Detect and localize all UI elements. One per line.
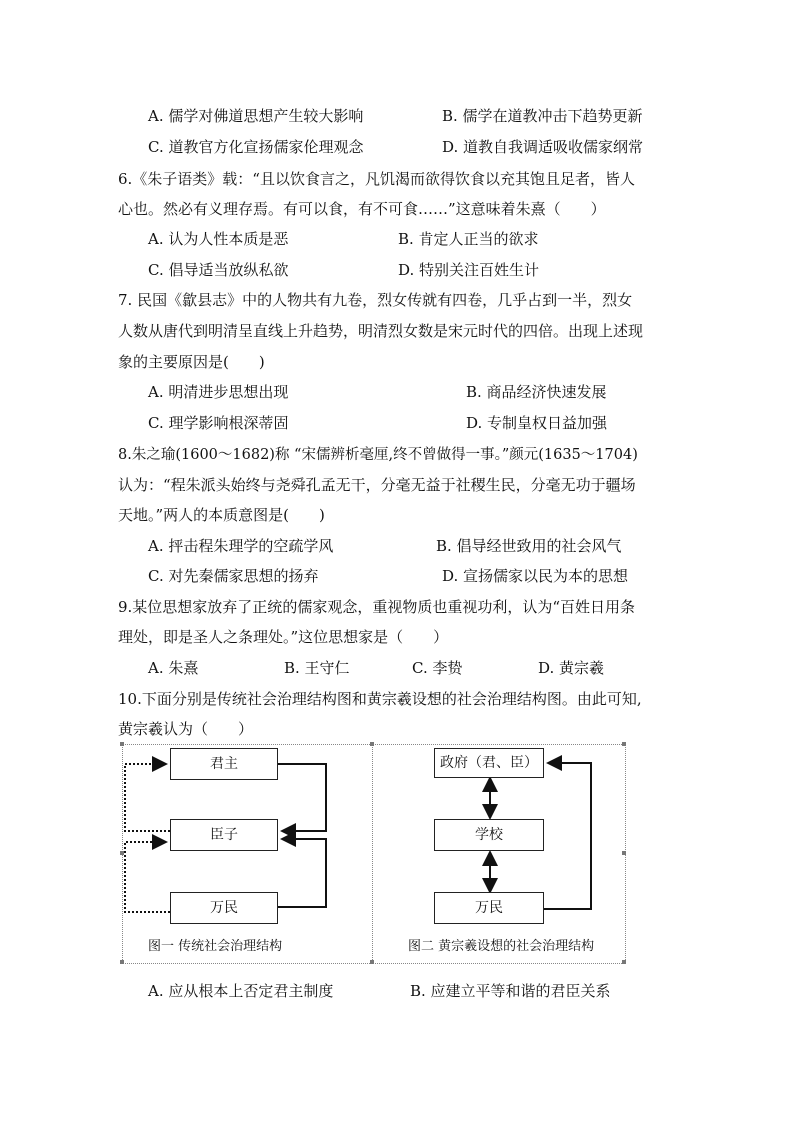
right-box-people: 万民 [434, 892, 544, 924]
q6-stem-line2: 心也。然必有义理存焉。有可以食，有不可食……”这意味着朱熹（ ） [118, 200, 606, 218]
left-diagram-caption: 图一 传统社会治理结构 [148, 939, 283, 954]
q7-option-d: D. 专制皇权日益加强 [466, 414, 608, 432]
q6-option-d: D. 特别关注百姓生计 [398, 261, 540, 279]
q8-option-d: D. 宣扬儒家以民为本的思想 [442, 567, 629, 585]
q8-stem-line2: 认为：“程朱派头始终与尧舜孔孟无干，分毫无益于社稷生民，分毫无功于疆场 [118, 476, 636, 494]
q9-stem-line1: 9.某位思想家放弃了正统的儒家观念，重视物质也重视功利，认为“百姓日用条 [118, 598, 635, 616]
q8-stem-line1: 8.朱之瑜(1600～1682)称 “宋儒辨析毫厘,终不曾做得一事。”颜元(1635～1704) [118, 447, 638, 463]
q7-option-c: C. 理学影响根深蒂固 [148, 414, 289, 432]
q9-option-d: D. 黄宗羲 [538, 659, 605, 677]
q8-option-b: B. 倡导经世致用的社会风气 [436, 537, 622, 555]
q7-stem-line3: 象的主要原因是( ) [118, 353, 265, 371]
q10-stem-line1: 10.下面分别是传统社会治理结构图和黄宗羲设想的社会治理结构图。由此可知, [118, 690, 642, 708]
q7-stem-line2: 人数从唐代到明清呈直线上升趋势，明清烈女数是宋元时代的四倍。出现上述现 [118, 322, 644, 340]
q5-option-a: A. 儒学对佛道思想产生较大影响 [148, 107, 364, 125]
q7-option-b: B. 商品经济快速发展 [466, 383, 607, 401]
q10-stem-line2: 黄宗羲认为（ ） [118, 720, 254, 738]
q9-option-a: A. 朱熹 [148, 659, 199, 677]
q9-option-b: B. 王守仁 [284, 659, 350, 677]
left-box-ruler: 君主 [170, 748, 278, 780]
q7-stem-line1: 7. 民国《歙县志》中的人物共有九卷，烈女传就有四卷，几乎占到一半，烈女 [118, 291, 633, 309]
q5-option-c: C. 道教官方化宣扬儒家伦理观念 [148, 138, 364, 156]
right-box-government: 政府（君、臣） [434, 748, 544, 778]
q10-option-b: B. 应建立平等和谐的君臣关系 [410, 982, 611, 1000]
q10-option-a: A. 应从根本上否定君主制度 [148, 982, 334, 1000]
q8-option-a: A. 抨击程朱理学的空疏学风 [148, 537, 334, 555]
right-box-school: 学校 [434, 819, 544, 851]
q6-stem-line1: 6.《朱子语类》载：“且以饮食言之，凡饥渴而欲得饮食以充其饱且足者，皆人 [118, 170, 635, 188]
q5-option-b: B. 儒学在道教冲击下趋势更新 [442, 107, 643, 125]
q9-option-c: C. 李贽 [412, 659, 463, 677]
q6-option-a: A. 认为人性本质是恶 [148, 230, 289, 248]
q8-option-c: C. 对先秦儒家思想的扬弃 [148, 567, 319, 585]
right-diagram-caption: 图二 黄宗羲设想的社会治理结构 [408, 939, 595, 954]
q9-stem-line2: 理处，即是圣人之条理处。”这位思想家是（ ） [118, 628, 449, 646]
left-box-ministers: 臣子 [170, 819, 278, 851]
q5-option-d: D. 道教自我调适吸收儒家纲常 [442, 138, 644, 156]
left-box-people: 万民 [170, 892, 278, 924]
q8-stem-line3: 天地。”两人的本质意图是( ) [118, 506, 325, 524]
q6-option-b: B. 肯定人正当的欲求 [398, 230, 539, 248]
q7-option-a: A. 明清进步思想出现 [148, 383, 289, 401]
q6-option-c: C. 倡导适当放纵私欲 [148, 261, 289, 279]
